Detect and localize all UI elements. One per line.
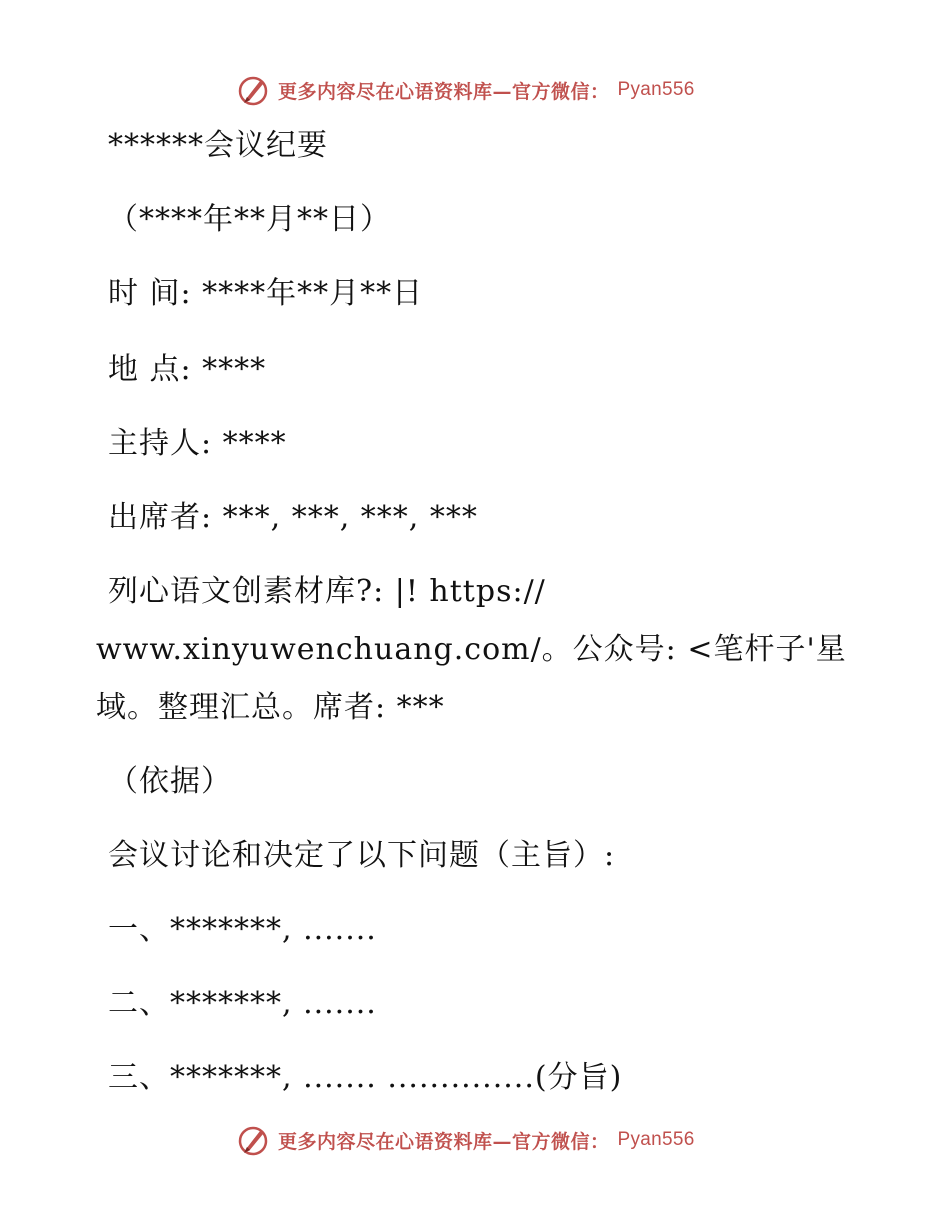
banner-text: 更多内容尽在心语资料库—官方微信： [278, 80, 610, 103]
date-line: （****年**月**日） [108, 202, 391, 237]
banner-wechat-handle: Pyan556 [617, 1129, 695, 1150]
attendees-line: 出席者: ***, ***, ***, *** [108, 500, 478, 535]
list-item: 一、*******, ....... [108, 912, 377, 947]
pen-nib-logo-icon [236, 1123, 270, 1157]
banner-wechat-handle: Pyan556 [617, 79, 695, 100]
host-line: 主持人: **** [108, 426, 287, 461]
time-line: 时 间: ****年**月**日 [108, 276, 424, 311]
header-banner [236, 70, 695, 110]
watermark-line-1: 列心语文创素材库?: |! https:// [108, 574, 546, 609]
place-line: 地 点: **** [108, 352, 267, 387]
document-title: ******会议纪要 [108, 128, 328, 163]
list-item: 三、*******, ....... ..............(分旨) [108, 1060, 623, 1095]
list-item: 二、*******, ....... [108, 986, 377, 1021]
banner-text: 更多内容尽在心语资料库—官方微信： [278, 1130, 610, 1153]
footer-banner [236, 1120, 695, 1160]
pen-nib-logo-icon [236, 73, 270, 107]
watermark-line-3: 域。整理汇总。席者: *** [96, 690, 445, 725]
intro-line: 会议讨论和决定了以下问题（主旨）: [108, 838, 616, 873]
basis-line: （依据） [108, 764, 232, 799]
watermark-line-2: www.xinyuwenchuang.com/。公众号: <笔杆子'星 [96, 632, 847, 667]
